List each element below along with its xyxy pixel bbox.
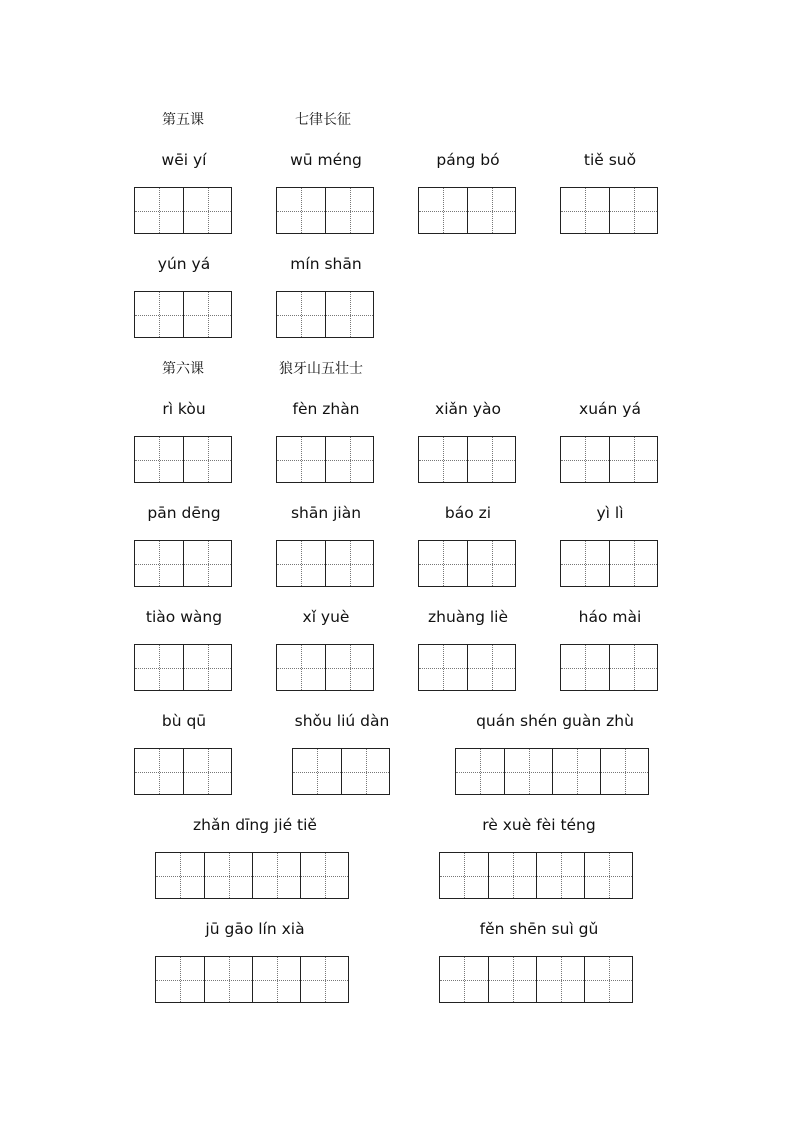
writing-cell[interactable] xyxy=(419,541,467,586)
writing-cell[interactable] xyxy=(156,853,204,898)
writing-grid[interactable] xyxy=(560,644,658,691)
writing-grid[interactable] xyxy=(276,644,374,691)
lesson-number: 第五课 xyxy=(162,112,204,128)
writing-cell[interactable] xyxy=(277,541,325,586)
writing-cell[interactable] xyxy=(277,437,325,482)
pinyin-label: báo zi xyxy=(444,504,492,522)
writing-grid[interactable] xyxy=(134,436,232,483)
writing-cell[interactable] xyxy=(135,749,183,794)
writing-grid[interactable] xyxy=(276,187,374,234)
writing-cell[interactable] xyxy=(467,437,515,482)
pinyin-label: fěn shēn suì gǔ xyxy=(479,920,599,938)
writing-cell[interactable] xyxy=(504,749,552,794)
writing-cell[interactable] xyxy=(183,749,231,794)
writing-cell[interactable] xyxy=(204,957,252,1002)
writing-grid[interactable] xyxy=(134,187,232,234)
writing-grid[interactable] xyxy=(134,748,232,795)
writing-grid[interactable] xyxy=(155,956,349,1003)
lesson-title: 狼牙山五壮士 xyxy=(279,361,363,377)
writing-cell[interactable] xyxy=(135,188,183,233)
writing-cell[interactable] xyxy=(561,645,609,690)
writing-grid[interactable] xyxy=(418,187,516,234)
writing-cell[interactable] xyxy=(609,437,657,482)
lesson-title: 七律长征 xyxy=(295,112,351,128)
writing-grid[interactable] xyxy=(134,540,232,587)
pinyin-label: páng bó xyxy=(436,151,500,169)
pinyin-label: háo mài xyxy=(578,608,642,626)
writing-grid[interactable] xyxy=(439,852,633,899)
pinyin-label: wēi yí xyxy=(161,151,207,169)
lesson-number: 第六课 xyxy=(162,361,204,377)
writing-cell[interactable] xyxy=(419,645,467,690)
writing-cell[interactable] xyxy=(536,853,584,898)
writing-cell[interactable] xyxy=(325,188,373,233)
writing-cell[interactable] xyxy=(552,749,600,794)
pinyin-label: tiě suǒ xyxy=(583,151,637,169)
writing-cell[interactable] xyxy=(584,853,632,898)
pinyin-label: bù qū xyxy=(161,712,207,730)
writing-cell[interactable] xyxy=(467,188,515,233)
writing-cell[interactable] xyxy=(325,437,373,482)
writing-cell[interactable] xyxy=(341,749,389,794)
writing-cell[interactable] xyxy=(609,645,657,690)
writing-cell[interactable] xyxy=(277,292,325,337)
writing-grid[interactable] xyxy=(455,748,649,795)
writing-cell[interactable] xyxy=(300,957,348,1002)
pinyin-label: quán shén guàn zhù xyxy=(476,712,634,730)
pinyin-label: rè xuè fèi téng xyxy=(482,816,596,834)
writing-cell[interactable] xyxy=(561,188,609,233)
writing-cell[interactable] xyxy=(183,188,231,233)
writing-cell[interactable] xyxy=(300,853,348,898)
pinyin-label: pān dēng xyxy=(147,504,221,522)
writing-grid[interactable] xyxy=(439,956,633,1003)
writing-cell[interactable] xyxy=(467,645,515,690)
writing-cell[interactable] xyxy=(440,957,488,1002)
writing-cell[interactable] xyxy=(183,292,231,337)
pinyin-label: yì lì xyxy=(596,504,624,522)
pinyin-label: jū gāo lín xià xyxy=(205,920,305,938)
writing-cell[interactable] xyxy=(277,645,325,690)
writing-grid[interactable] xyxy=(560,540,658,587)
writing-cell[interactable] xyxy=(419,188,467,233)
writing-cell[interactable] xyxy=(277,188,325,233)
pinyin-label: fèn zhàn xyxy=(292,400,360,418)
pinyin-label: rì kòu xyxy=(162,400,206,418)
writing-cell[interactable] xyxy=(440,853,488,898)
pinyin-label: shǒu liú dàn xyxy=(294,712,390,730)
writing-grid[interactable] xyxy=(276,436,374,483)
pinyin-label: tiào wàng xyxy=(145,608,223,626)
writing-cell[interactable] xyxy=(609,188,657,233)
writing-grid[interactable] xyxy=(418,436,516,483)
pinyin-label: yún yá xyxy=(157,255,211,273)
writing-cell[interactable] xyxy=(252,957,300,1002)
writing-cell[interactable] xyxy=(293,749,341,794)
writing-cell[interactable] xyxy=(584,957,632,1002)
writing-grid[interactable] xyxy=(276,291,374,338)
writing-cell[interactable] xyxy=(183,541,231,586)
writing-grid[interactable] xyxy=(418,540,516,587)
writing-cell[interactable] xyxy=(419,437,467,482)
writing-grid[interactable] xyxy=(560,436,658,483)
writing-cell[interactable] xyxy=(561,541,609,586)
writing-cell[interactable] xyxy=(325,541,373,586)
pinyin-label: xǐ yuè xyxy=(302,608,350,626)
pinyin-label: zhǎn dīng jié tiě xyxy=(193,816,317,834)
pinyin-label: wū méng xyxy=(290,151,362,169)
writing-cell[interactable] xyxy=(467,541,515,586)
writing-cell[interactable] xyxy=(135,541,183,586)
writing-grid[interactable] xyxy=(292,748,390,795)
writing-grid[interactable] xyxy=(134,291,232,338)
writing-grid[interactable] xyxy=(155,852,349,899)
writing-cell[interactable] xyxy=(135,437,183,482)
writing-cell[interactable] xyxy=(252,853,300,898)
pinyin-label: shān jiàn xyxy=(290,504,362,522)
writing-cell[interactable] xyxy=(156,957,204,1002)
writing-cell[interactable] xyxy=(135,645,183,690)
writing-cell[interactable] xyxy=(325,645,373,690)
writing-grid[interactable] xyxy=(418,644,516,691)
writing-cell[interactable] xyxy=(183,437,231,482)
writing-cell[interactable] xyxy=(536,957,584,1002)
writing-grid[interactable] xyxy=(560,187,658,234)
writing-grid[interactable] xyxy=(134,644,232,691)
writing-cell[interactable] xyxy=(183,645,231,690)
pinyin-label: mín shān xyxy=(290,255,362,273)
writing-cell[interactable] xyxy=(488,957,536,1002)
writing-cell[interactable] xyxy=(488,853,536,898)
writing-grid[interactable] xyxy=(276,540,374,587)
pinyin-label: xuán yá xyxy=(579,400,641,418)
writing-cell[interactable] xyxy=(609,541,657,586)
writing-cell[interactable] xyxy=(135,292,183,337)
writing-cell[interactable] xyxy=(204,853,252,898)
writing-cell[interactable] xyxy=(561,437,609,482)
pinyin-label: zhuàng liè xyxy=(427,608,509,626)
writing-cell[interactable] xyxy=(325,292,373,337)
writing-cell[interactable] xyxy=(600,749,648,794)
writing-cell[interactable] xyxy=(456,749,504,794)
pinyin-label: xiǎn yào xyxy=(435,400,501,418)
